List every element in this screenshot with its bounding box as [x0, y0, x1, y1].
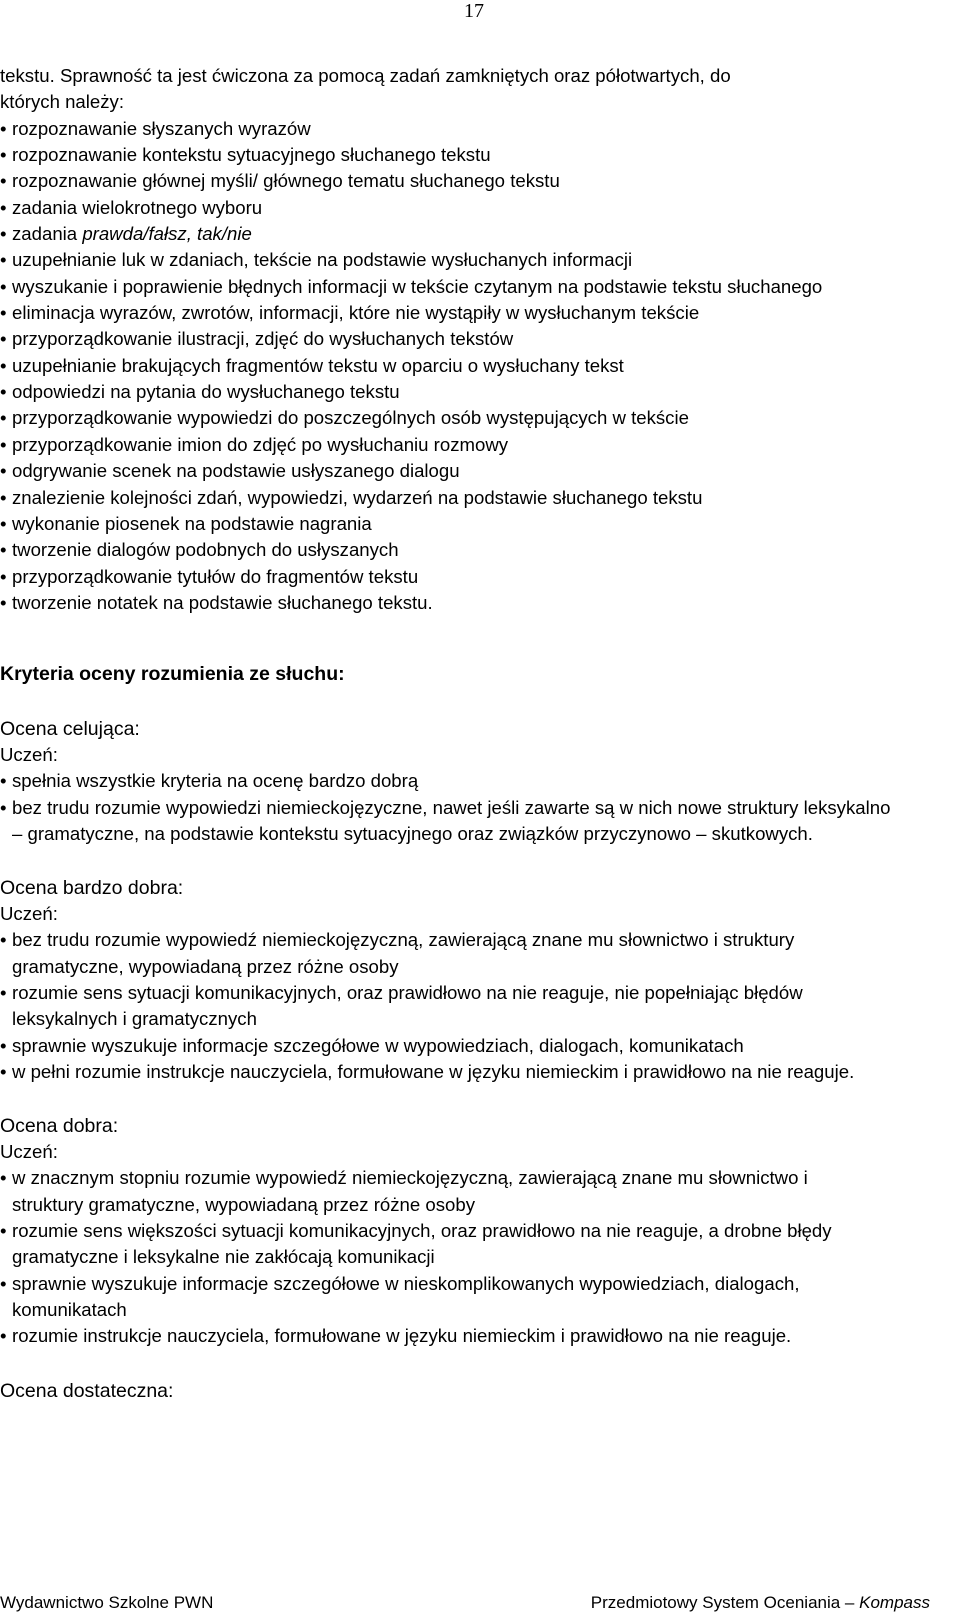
page-number: 17: [464, 0, 484, 22]
grade-title: Ocena celująca:: [0, 718, 140, 741]
task-list-item: • odgrywanie scenek na podstawie usłyszanego dialogu: [0, 458, 935, 484]
criteria-list: [0, 927, 935, 1085]
criteria-item: • w znacznym stopniu rozumie wypowiedź niemieckojęzyczną, zawierającą znane mu słownictwo i struktury gramatyczne, wypowiadaną przez różne osoby: [0, 1165, 852, 1218]
grade-title: Ocena bardzo dobra:: [0, 877, 184, 900]
student-label: Uczeń:: [0, 903, 58, 925]
grade-section: [0, 1378, 935, 1404]
task-list-item: • tworzenie dialogów podobnych do usłyszanych: [0, 537, 935, 563]
criteria-item: • sprawnie wyszukuje informacje szczegółowe w wypowiedziach, dialogach, komunikatach: [0, 1033, 912, 1059]
intro-line-1: tekstu. Sprawność ta jest ćwiczona za pomocą zadań zamkniętych oraz półotwartych, do: [0, 65, 731, 86]
criteria-item: • spełnia wszystkie kryteria na ocenę bardzo dobrą: [0, 768, 882, 794]
task-list-item: • uzupełnianie luk w zdaniach, tekście na podstawie wysłuchanych informacji: [0, 247, 935, 273]
criteria-item: • bez trudu rozumie wypowiedź niemieckojęzyczną, zawierającą znane mu słownictwo i struktury gramatyczne, wypowiadaną przez różne osoby: [0, 927, 882, 980]
grade-section: [0, 1113, 935, 1349]
task-list-item: • wykonanie piosenek na podstawie nagrania: [0, 511, 935, 537]
criteria-item: • rozumie sens większości sytuacji komunikacyjnych, oraz prawidłowo na nie reaguje, a drobne błędy gramatyczne i leksykalne nie zakłócają komunikacji: [0, 1218, 872, 1271]
task-item-prefix: zadania: [12, 223, 83, 245]
criteria-item: • rozumie sens sytuacji komunikacyjnych, oraz prawidłowo na nie reaguje, nie popełniając błędów leksykalnych i gramatycznych: [0, 980, 892, 1033]
criteria-list: [0, 768, 935, 847]
criteria-item: • sprawnie wyszukuje informacje szczegółowe w nieskomplikowanych wypowiedziach, dialogach, komunikatach: [0, 1271, 882, 1324]
series-title-text: Przedmiotowy System Oceniania –: [590, 1593, 860, 1612]
task-list-item: • eliminacja wyrazów, zwrotów, informacji, które nie wystąpiły w wysłuchanym tekście: [0, 300, 935, 326]
grade-section: [0, 875, 935, 1085]
criteria-item: • rozumie instrukcje nauczyciela, formułowane w języku niemieckim i prawidłowo na nie reaguje.: [0, 1323, 882, 1349]
criteria-list: [0, 1165, 935, 1349]
task-list-item: • rozpoznawanie słyszanych wyrazów: [0, 116, 935, 142]
task-list-item: • uzupełnianie brakujących fragmentów tekstu w oparciu o wysłuchany tekst: [0, 353, 935, 379]
task-list-item: • tworzenie notatek na podstawie słuchanego tekstu.: [0, 590, 935, 616]
criteria-heading: Kryteria oceny rozumienia ze słuchu:: [0, 663, 345, 686]
grade-section: [0, 716, 935, 847]
grade-title: Ocena dobra:: [0, 1115, 119, 1138]
task-list: [0, 116, 935, 617]
series-title-brand: Kompass: [859, 1593, 930, 1612]
document-body: [0, 63, 935, 1404]
task-list-item: • znalezienie kolejności zdań, wypowiedzi, wydarzeń na podstawie słuchanego tekstu: [0, 485, 935, 511]
criteria-item: • bez trudu rozumie wypowiedzi niemieckojęzyczne, nawet jeśli zawarte są w nich nowe struktury leksykalno – gramatyczne, na podstawie kontekstu sytuacyjnego oraz związków przyczynowo – skutkowych.: [0, 795, 902, 848]
task-list-item: • odpowiedzi na pytania do wysłuchanego tekstu: [0, 379, 935, 405]
document-series-title: [591, 1592, 930, 1614]
task-list-item: • zadania wielokrotnego wyboru: [0, 195, 935, 221]
task-list-item: • wyszukanie i poprawienie błędnych informacji w tekście czytanym na podstawie tekstu słuchanego: [0, 274, 892, 300]
task-list-item: [0, 221, 935, 247]
task-list-item: • przyporządkowanie ilustracji, zdjęć do wysłuchanych tekstów: [0, 326, 935, 352]
task-list-item: • przyporządkowanie wypowiedzi do poszczególnych osób występujących w tekście: [0, 405, 935, 431]
intro-line-2: których należy:: [0, 91, 125, 113]
publisher-name: Wydawnictwo Szkolne PWN: [0, 1593, 214, 1612]
grade-title: Ocena dostateczna:: [0, 1379, 174, 1402]
task-list-item: • rozpoznawanie kontekstu sytuacyjnego słuchanego tekstu: [0, 142, 935, 168]
task-item-italic: prawda/fałsz, tak/nie: [82, 223, 252, 245]
task-list-item: • przyporządkowanie tytułów do fragmentów tekstu: [0, 564, 935, 590]
student-label: Uczeń:: [0, 744, 58, 766]
student-label: Uczeń:: [0, 1141, 58, 1163]
grades-container: [0, 716, 935, 1404]
task-list-item: • przyporządkowanie imion do zdjęć po wysłuchaniu rozmowy: [0, 432, 935, 458]
task-list-item: • rozpoznawanie głównej myśli/ głównego tematu słuchanego tekstu: [0, 168, 935, 194]
criteria-item: • w pełni rozumie instrukcje nauczyciela, formułowane w języku niemieckim i prawidłowo na nie reaguje.: [0, 1059, 912, 1085]
